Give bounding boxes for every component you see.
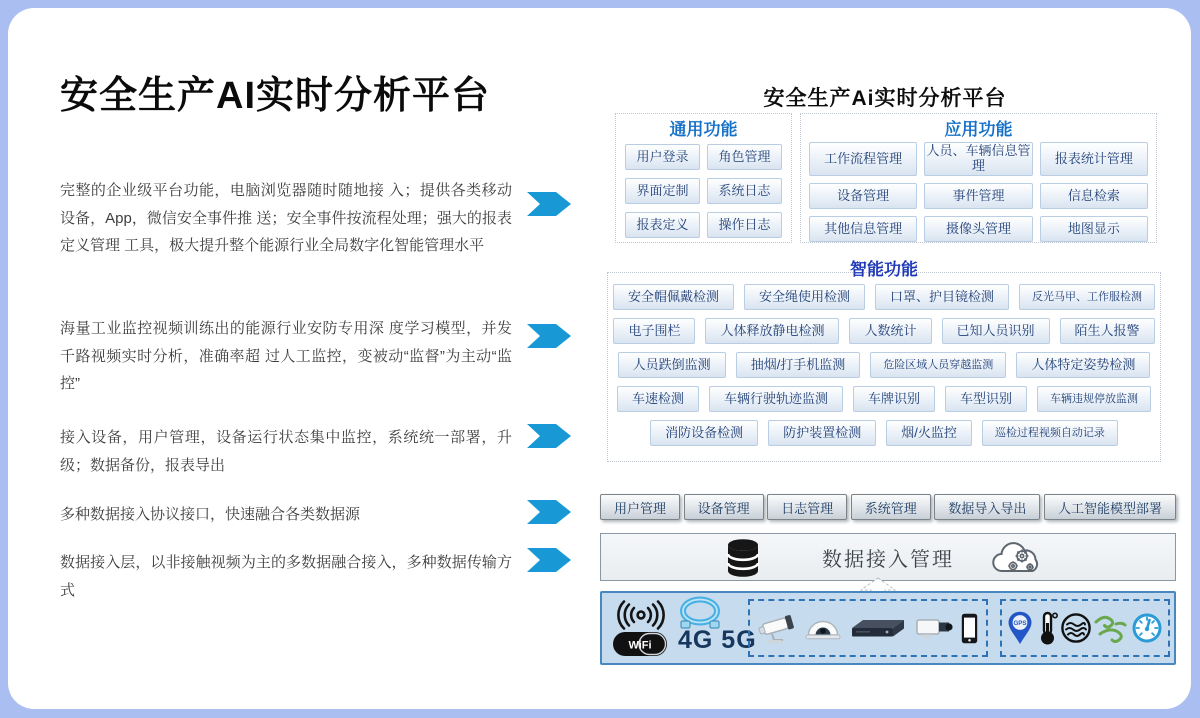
function-chip: 用户登录 (625, 144, 700, 170)
general-functions-panel (615, 113, 792, 243)
function-chip: 安全帽佩戴检测 (613, 284, 734, 310)
box-camera-icon (914, 614, 954, 642)
function-chip: 烟/火监控 (886, 420, 972, 446)
function-chip: 其他信息管理 (809, 216, 917, 242)
chevron-arrow-icon (527, 192, 571, 216)
smartphone-icon (961, 613, 978, 644)
application-functions-label: 应用功能 (944, 120, 1013, 139)
chevron-arrow-icon (527, 424, 571, 448)
data-access-label: 数据接入管理 (822, 548, 954, 571)
intelligent-row (608, 284, 1160, 310)
management-buttons-row (600, 494, 1176, 520)
function-chip: 操作日志 (707, 212, 782, 238)
management-chip: 用户管理 (600, 494, 680, 520)
chevron-arrow-icon (527, 500, 571, 524)
function-chip: 设备管理 (809, 183, 917, 209)
function-chip: 界面定制 (625, 178, 700, 204)
wifi-icon (612, 631, 668, 657)
function-chip: 巡检过程视频自动记录 (982, 420, 1118, 446)
intelligent-functions-panel (607, 260, 1161, 462)
function-chip: 角色管理 (707, 144, 782, 170)
nvr-recorder-icon (848, 616, 906, 640)
feature-paragraph-devices: 接入设备，用户管理，设备运行状态集中监控，系统统一部署，升级；数据备份，报表导出 (60, 429, 512, 474)
feature-paragraph-platform: 完整的企业级平台功能，电脑浏览器随时随地接 入；提供各类移动设备，App，微信安全事件推 送；安全事件按流程处理；强大的报表定义管理 工具，极大提升整个能源行业全局数字化智能管理水平 (60, 182, 512, 254)
feature-paragraph-protocols: 多种数据接入协议接口，快速融合各类数据源 (60, 506, 361, 523)
function-chip: 人体特定姿势检测 (1016, 352, 1150, 378)
function-chip: 摄像头管理 (924, 216, 1032, 242)
intelligent-row (608, 420, 1160, 446)
general-functions-grid (616, 140, 791, 238)
function-chip: 人体释放静电检测 (705, 318, 839, 344)
function-chip: 消防设备检测 (650, 420, 758, 446)
water-level-icon (1060, 612, 1092, 644)
management-chip: 人工智能模型部署 (1044, 494, 1176, 520)
chevron-arrow-icon (527, 324, 571, 348)
function-chip: 口罩、护目镜检测 (875, 284, 1009, 310)
management-chip: 日志管理 (767, 494, 847, 520)
function-chip: 事件管理 (924, 183, 1032, 209)
video-devices-group (748, 599, 988, 657)
function-chip: 车牌识别 (853, 386, 935, 412)
function-chip: 人员跌倒监测 (618, 352, 726, 378)
feature-paragraph-ai-model: 海量工业监控视频训练出的能源行业安防专用深 度学习模型，并发千路视频实时分析，准确率超 过人工监控，变被动“监督”为主动“监控” (60, 320, 512, 392)
function-chip: 陌生人报警 (1060, 318, 1155, 344)
function-chip: 已知人员识别 (942, 318, 1050, 344)
function-chip: 车型识别 (945, 386, 1027, 412)
function-chip: 抽烟/打手机监测 (736, 352, 861, 378)
data-access-layer-panel (600, 591, 1176, 665)
function-chip: 安全绳使用检测 (744, 284, 865, 310)
function-chip: 人数统计 (849, 318, 931, 344)
svg-text:WiFi: WiFi (628, 639, 652, 652)
cellular-4g-5g-label: 4G 5G (678, 626, 757, 654)
gauge-icon (1131, 612, 1163, 644)
function-chip: 电子围栏 (613, 318, 695, 344)
function-chip: 报表定义 (625, 212, 700, 238)
intelligent-row (608, 386, 1160, 412)
thermometer-icon (1036, 611, 1058, 645)
function-chip: 防护装置检测 (768, 420, 876, 446)
feature-paragraph-data-layer: 数据接入层，以非接触视频为主的多数据融合接入，多种数据传输方式 (60, 554, 512, 599)
management-chip: 数据导入导出 (934, 494, 1040, 520)
function-chip: 工作流程管理 (809, 142, 917, 176)
application-functions-grid (801, 140, 1156, 242)
application-functions-panel (800, 113, 1157, 243)
page-title: 安全生产AI实时分析平台 (60, 75, 491, 117)
radio-signal-icon (616, 600, 666, 630)
wind-icon (1094, 613, 1128, 643)
data-access-bar (600, 533, 1176, 581)
cloud-gears-icon (989, 539, 1047, 577)
chevron-arrow-icon (527, 548, 571, 572)
dome-camera-icon (805, 614, 841, 642)
function-chip: 信息检索 (1040, 183, 1148, 209)
management-chip: 系统管理 (851, 494, 931, 520)
general-functions-label: 通用功能 (669, 120, 738, 139)
diagram-title: 安全生产Ai实时分析平台 (763, 87, 1007, 110)
function-chip: 车速检测 (617, 386, 699, 412)
intelligent-row (608, 318, 1160, 344)
function-chip: 地图显示 (1040, 216, 1148, 242)
intelligent-functions-rows (608, 273, 1160, 446)
intelligent-functions-label: 智能功能 (850, 260, 918, 279)
function-chip: 报表统计管理 (1040, 142, 1148, 176)
function-chip: 反光马甲、工作服检测 (1019, 284, 1155, 310)
bullet-camera-icon (758, 610, 798, 646)
svg-text:GPS: GPS (1013, 619, 1027, 627)
function-chip: 系统日志 (707, 178, 782, 204)
function-chip: 人员、车辆信息管理 (924, 142, 1032, 176)
function-chip: 车辆违规停放监测 (1037, 386, 1151, 412)
function-chip: 危险区域人员穿越监测 (870, 352, 1006, 378)
intelligent-row (608, 352, 1160, 378)
gps-pin-icon (1007, 611, 1033, 645)
function-chip: 车辆行驶轨迹监测 (709, 386, 843, 412)
sensor-icons-group (1000, 599, 1170, 657)
management-chip: 设备管理 (684, 494, 764, 520)
